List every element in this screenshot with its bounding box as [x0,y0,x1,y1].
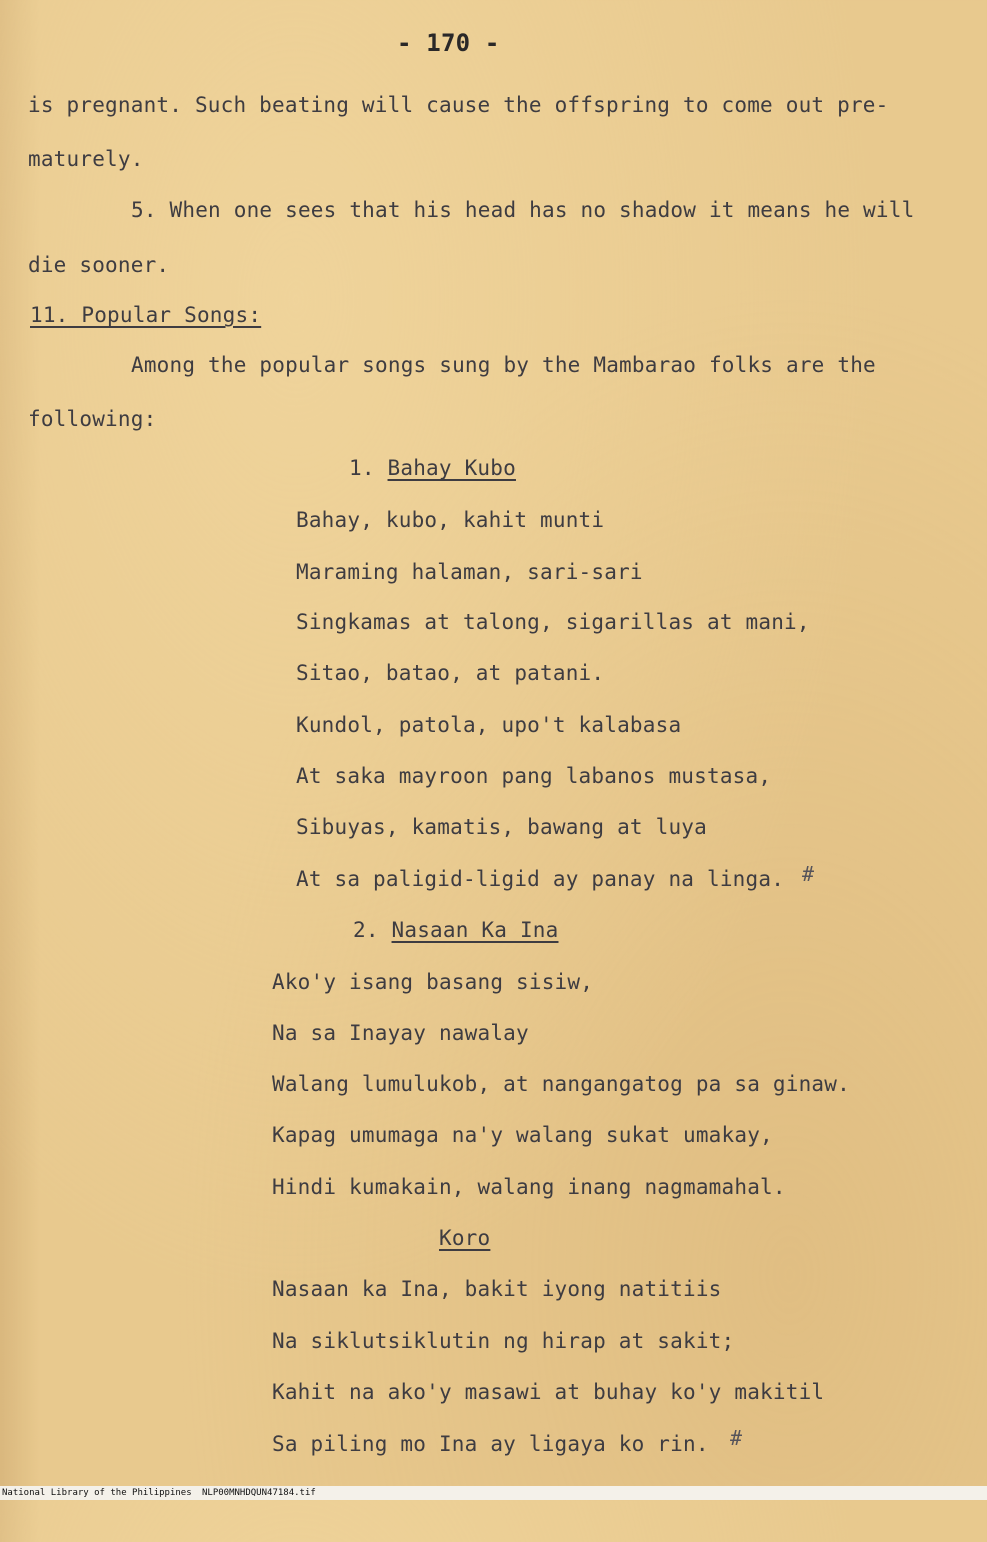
song-2-number: 2. [353,918,379,942]
song-1-number: 1. [349,456,375,480]
song-1-end-mark: # [802,862,815,886]
song-1-line: Maraming halaman, sari-sari [296,560,643,584]
section-intro-line-2: following: [28,407,157,431]
scan-footer [0,1486,987,1500]
page-number: - 170 - [397,29,500,57]
footer-file: NLP00MNHDQUN47184.tif [202,1488,316,1498]
chorus-line: Kahit na ako'y masawi at buhay ko'y makitil [272,1380,825,1404]
song-1-line: Bahay, kubo, kahit munti [296,508,605,532]
song-1-line: At sa paligid-ligid ay panay na linga. [296,867,785,891]
song-2-end-mark: # [730,1426,743,1450]
song-1-line: Singkamas at talong, sigarillas at mani, [296,610,810,634]
section-intro-line-1: Among the popular songs sung by the Mambarao folks are the [131,353,876,377]
song-2-line: Hindi kumakain, walang inang nagmamahal. [272,1175,786,1199]
song-1-title-text: Bahay Kubo [387,456,516,480]
chorus-line: Nasaan ka Ina, bakit iyong natitiis [272,1277,722,1301]
section-heading: 11. Popular Songs: [30,303,262,327]
chorus-line: Na siklutsiklutin ng hirap at sakit; [272,1329,735,1353]
song-1-line: Sibuyas, kamatis, bawang at luya [296,815,707,839]
song-2-title-text: Nasaan Ka Ina [391,918,559,942]
body-line-2: maturely. [28,147,144,171]
song-1-line: Sitao, batao, at patani. [296,661,605,685]
song-2-line: Walang lumulukob, at nangangatog pa sa ginaw. [272,1072,850,1096]
chorus-line: Sa piling mo Ina ay ligaya ko rin. [272,1432,709,1456]
body-line-1: is pregnant. Such beating will cause the offspring to come out pre- [28,93,889,117]
item-5-line-1: 5. When one sees that his head has no shadow it means he will [131,198,915,222]
chorus-label: Koro [439,1226,491,1250]
song-2-title [353,917,559,943]
song-2-line: Ako'y isang basang sisiw, [272,970,594,994]
item-5-line-2: die sooner. [28,253,170,277]
song-2-line: Kapag umumaga na'y walang sukat umakay, [272,1123,773,1147]
song-1-title [349,455,516,481]
song-1-line: At saka mayroon pang labanos mustasa, [296,764,772,788]
song-1-line: Kundol, patola, upo't kalabasa [296,713,682,737]
song-2-line: Na sa Inayay nawalay [272,1021,529,1045]
footer-source: National Library of the Philippines [2,1488,192,1498]
